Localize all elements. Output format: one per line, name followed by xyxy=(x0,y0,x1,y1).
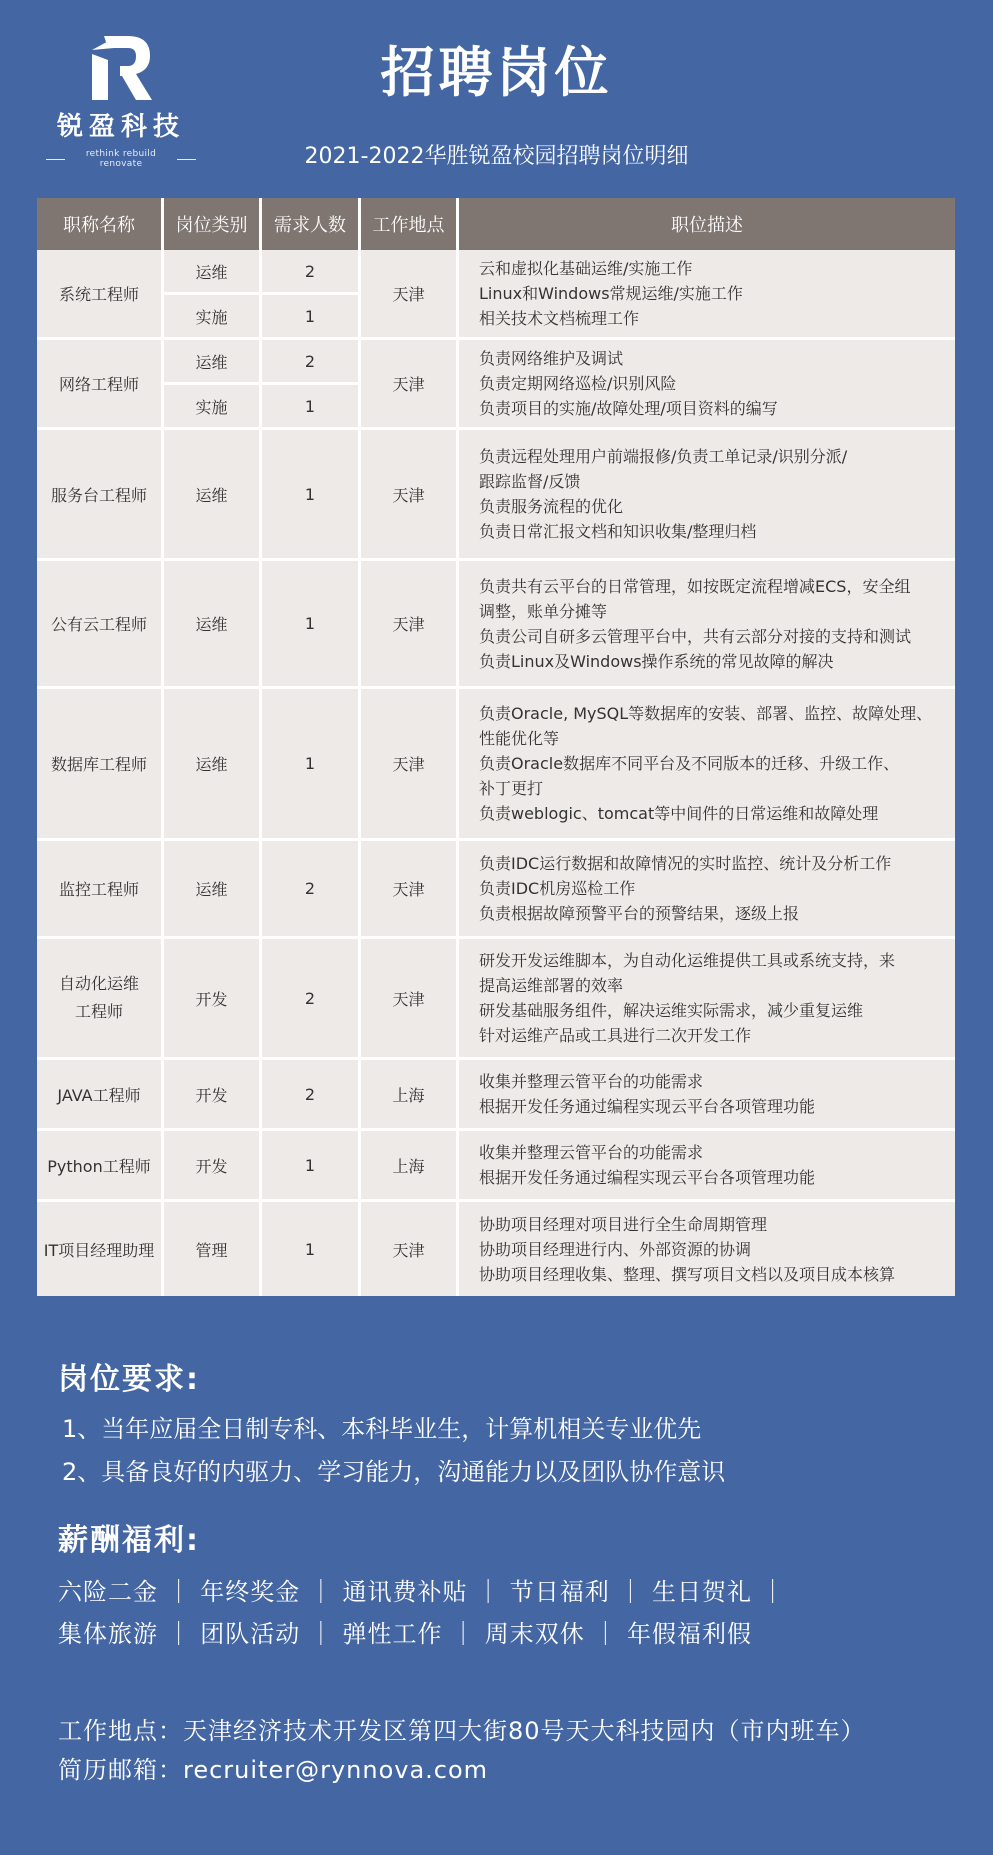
desc-line: 协助项目经理收集、整理、撰写项目文档以及项目成本核算 xyxy=(479,1264,896,1284)
requirements-heading: 岗位要求: xyxy=(58,1362,200,1397)
job-title: IT项目经理助理 xyxy=(37,1202,164,1296)
column-header: 工作地点 xyxy=(361,198,459,250)
logo-name: 锐盈科技 xyxy=(56,112,185,142)
desc-line: 研发开发运维脚本，为自动化运维提供工具或系统支持，来 xyxy=(479,951,896,970)
desc-line: 提高运维部署的效率 xyxy=(479,976,624,995)
table-row xyxy=(37,430,955,561)
benefits-line: 集体旅游 ｜ 团队活动 ｜ 弹性工作 ｜ 周末双休 ｜ 年假福利假 xyxy=(58,1620,753,1648)
job-count: 1 xyxy=(262,689,361,841)
job-location: 天津 xyxy=(361,250,459,340)
job-count: 2 xyxy=(262,841,361,939)
desc-line: 云和虚拟化基础运维/实施工作 xyxy=(479,259,693,278)
desc-line: 协助项目经理进行内、外部资源的协调 xyxy=(479,1239,752,1259)
job-title: 数据库工程师 xyxy=(37,689,164,841)
table-row xyxy=(37,561,955,689)
job-title: 网络工程师 xyxy=(37,340,164,430)
job-category: 实施 xyxy=(164,385,262,430)
job-location: 天津 xyxy=(361,939,459,1060)
desc-line: 负责IDC机房巡检工作 xyxy=(479,879,636,898)
job-count: 1 xyxy=(262,295,361,340)
job-category: 管理 xyxy=(164,1202,262,1296)
table-row xyxy=(37,1202,955,1296)
job-location: 天津 xyxy=(361,430,459,561)
job-count: 2 xyxy=(262,250,361,295)
job-count: 1 xyxy=(262,561,361,689)
desc-line: 补丁更打 xyxy=(479,779,544,798)
page-subtitle: 2021-2022华胜锐盈校园招聘岗位明细 xyxy=(304,144,689,169)
job-title: Python工程师 xyxy=(37,1131,164,1202)
job-description xyxy=(459,1060,955,1131)
job-title: JAVA工程师 xyxy=(37,1060,164,1131)
desc-line: 协助项目经理对项目进行全生命周期管理 xyxy=(479,1214,768,1234)
job-count: 2 xyxy=(262,340,361,385)
desc-line: 性能优化等 xyxy=(479,729,560,748)
work-address: 工作地点：天津经济技术开发区第四大街80号天大科技园内（市内班车） xyxy=(58,1717,866,1745)
job-description xyxy=(459,1202,955,1296)
desc-line: 负责项目的实施/故障处理/项目资料的编写 xyxy=(479,399,778,418)
job-count: 1 xyxy=(262,1131,361,1202)
table-row xyxy=(37,1060,955,1131)
job-category: 开发 xyxy=(164,939,262,1060)
desc-line: 负责日常汇报文档和知识收集/整理归档 xyxy=(479,522,757,541)
job-description xyxy=(459,250,955,340)
desc-line: 负责IDC运行数据和故障情况的实时监控、统计及分析工作 xyxy=(479,854,892,873)
job-description xyxy=(459,1131,955,1202)
desc-line: 跟踪监督/反馈 xyxy=(479,472,581,491)
job-location: 天津 xyxy=(361,689,459,841)
desc-line: 负责网络维护及调试 xyxy=(479,349,624,368)
benefits-heading: 薪酬福利: xyxy=(58,1523,200,1558)
job-description xyxy=(459,340,955,430)
desc-line: 收集并整理云管平台的功能需求 xyxy=(479,1143,704,1162)
job-description xyxy=(459,689,955,841)
job-location: 天津 xyxy=(361,1202,459,1296)
job-count: 1 xyxy=(262,430,361,561)
job-location: 天津 xyxy=(361,340,459,430)
job-category: 开发 xyxy=(164,1060,262,1131)
desc-line: Linux和Windows常规运维/实施工作 xyxy=(479,284,743,303)
job-description xyxy=(459,561,955,689)
job-title: 公有云工程师 xyxy=(37,561,164,689)
desc-line: 负责服务流程的优化 xyxy=(479,497,624,516)
job-title: 服务台工程师 xyxy=(37,430,164,561)
job-location: 天津 xyxy=(361,841,459,939)
job-category: 开发 xyxy=(164,1131,262,1202)
job-category: 实施 xyxy=(164,295,262,340)
desc-line: 负责Oracle数据库不同平台及不同版本的迁移、升级工作、 xyxy=(479,754,900,773)
desc-line: 针对运维产品或工具进行二次开发工作 xyxy=(479,1026,752,1045)
job-count: 1 xyxy=(262,385,361,430)
desc-line: 根据开发任务通过编程实现云平台各项管理功能 xyxy=(479,1097,816,1116)
job-category: 运维 xyxy=(164,561,262,689)
job-category: 运维 xyxy=(164,841,262,939)
column-header: 职位描述 xyxy=(459,198,955,250)
desc-line: 负责公司自研多云管理平台中，共有云部分对接的支持和测试 xyxy=(479,626,912,646)
job-count: 2 xyxy=(262,939,361,1060)
job-description xyxy=(459,841,955,939)
job-location: 天津 xyxy=(361,561,459,689)
desc-line: 相关技术文档梳理工作 xyxy=(479,309,640,328)
table-header-row xyxy=(37,198,955,250)
table-row xyxy=(37,939,955,1060)
page-title: 招聘岗位 xyxy=(380,41,613,104)
table-row xyxy=(37,689,955,841)
job-description xyxy=(459,430,955,561)
column-header: 岗位类别 xyxy=(164,198,262,250)
column-header: 需求人数 xyxy=(262,198,361,250)
job-category: 运维 xyxy=(164,340,262,385)
desc-line: 负责weblogic、tomcat等中间件的日常运维和故障处理 xyxy=(479,804,879,823)
job-title: 监控工程师 xyxy=(37,841,164,939)
desc-line: 收集并整理云管平台的功能需求 xyxy=(479,1072,704,1091)
desc-line: 负责定期网络巡检/识别风险 xyxy=(479,374,677,393)
job-title xyxy=(37,939,164,1060)
jobs-table xyxy=(37,198,955,1296)
benefits-line: 六险二金 ｜ 年终奖金 ｜ 通讯费补贴 ｜ 节日福利 ｜ 生日贺礼 ｜ xyxy=(58,1578,786,1606)
job-category: 运维 xyxy=(164,250,262,295)
job-location: 上海 xyxy=(361,1060,459,1131)
desc-line: 负责Linux及Windows操作系统的常见故障的解决 xyxy=(479,651,834,671)
job-count: 2 xyxy=(262,1060,361,1131)
logo-tagline: rethink rebuild renovate xyxy=(46,149,196,169)
job-description xyxy=(459,939,955,1060)
desc-line: 负责远程处理用户前端报修/负责工单记录/识别分派/ xyxy=(479,447,848,466)
job-title-line: 自动化运维 xyxy=(58,974,139,993)
desc-line: 根据开发任务通过编程实现云平台各项管理功能 xyxy=(479,1168,816,1187)
resume-email[interactable]: 简历邮箱：recruiter@rynnova.com xyxy=(58,1756,489,1784)
desc-line: 研发基础服务组件，解决运维实际需求，减少重复运维 xyxy=(479,1001,864,1020)
job-title-line: 工程师 xyxy=(74,1002,123,1021)
job-title: 系统工程师 xyxy=(37,250,164,340)
job-count: 1 xyxy=(262,1202,361,1296)
job-location: 上海 xyxy=(361,1131,459,1202)
requirement-item: 2、具备良好的内驱力、学习能力，沟通能力以及团队协作意识 xyxy=(62,1458,726,1486)
table-row xyxy=(37,841,955,939)
requirement-item: 1、当年应届全日制专科、本科毕业生，计算机相关专业优先 xyxy=(62,1415,702,1443)
desc-line: 负责共有云平台的日常管理，如按既定流程增减ECS，安全组 xyxy=(479,576,911,596)
desc-line: 负责Oracle, MySQL等数据库的安装、部署、监控、故障处理、 xyxy=(479,704,933,723)
table-row xyxy=(37,250,955,295)
job-category: 运维 xyxy=(164,430,262,561)
desc-line: 负责根据故障预警平台的预警结果，逐级上报 xyxy=(479,904,800,923)
job-category: 运维 xyxy=(164,689,262,841)
column-header: 职称名称 xyxy=(37,198,164,250)
table-row xyxy=(37,340,955,385)
desc-line: 调整，账单分摊等 xyxy=(479,601,608,621)
table-row xyxy=(37,1131,955,1202)
